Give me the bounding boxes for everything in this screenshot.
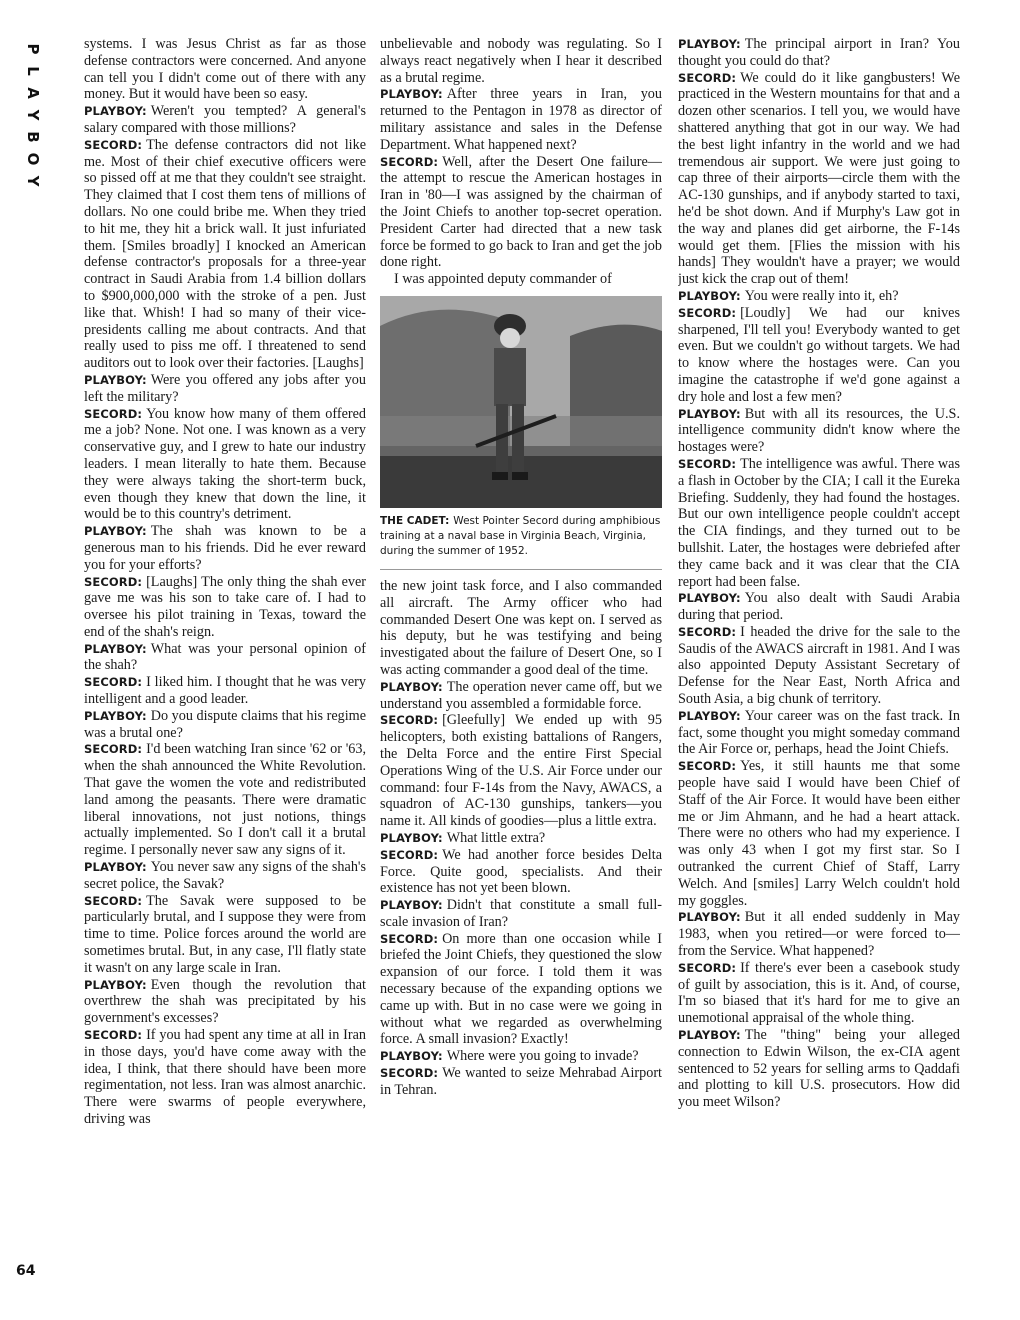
paragraph-text: Yes, it still haunts me that some people have said I would have been Chief of Staff of the Air Force. It would have been either me or Jim Ahmann, and he had a heart attack. There were no others who had my experience. I was only 43 when I got my first star. So I outranked the current Chief of Staff, Larry Welch. And [smiles] Larry Welch couldn't hold my goggles. [678, 758, 960, 909]
caption-label: THE CADET: [380, 514, 450, 527]
paragraph [84, 523, 366, 573]
speaker-playboy: PLAYBOY: [380, 1049, 443, 1064]
paragraph [84, 708, 366, 742]
speaker-secord: SECORD: [84, 574, 143, 589]
paragraph-text: [Laughs] The only thing the shah ever gave me was his son to take care of. I had to oversee his pilot training in Texas, toward the end of the shah's reign. [84, 573, 366, 640]
speaker-secord: SECORD: [84, 137, 143, 152]
paragraph-text: I headed the drive for the sale to the Saudis of the AWACS aircraft in 1981. And I was also appointed Deputy Assistant Secretary of Defense for the Near East, North Africa and South Asia, a big chunk of territory. [678, 623, 960, 708]
paragraph [380, 830, 662, 847]
paragraph [380, 86, 662, 153]
paragraph-text: You also dealt with Saudi Arabia during that period. [678, 590, 960, 624]
paragraph [678, 758, 960, 909]
paragraph-text: Weren't you tempted? A general's salary compared with those millions? [84, 103, 366, 136]
magazine-letter: L [24, 66, 42, 76]
paragraph [84, 36, 366, 103]
paragraph-text: [Gleefully] We ended up with 95 helicopters, both existing battalions of Rangers, the Delta Force and the entire First Special Operations Wing of the U.S. Air Force under our command: four F-14s from the Navy, AWACS, a squadron of AC-130 gunships, tankers—you name it. All kinds of goodies—plus a little extra. [380, 712, 662, 830]
paragraph [380, 271, 662, 288]
text-column-3 [678, 36, 960, 1296]
paragraph [380, 847, 662, 897]
speaker-secord: SECORD: [678, 960, 737, 975]
paragraph [84, 372, 366, 406]
paragraph-text: the new joint task force, and I also commanded all aircraft. The Army officer who had commanded Desert One was kept on. I served as his deputy, but he was testifying and being investigated about the failure of Desert One, so I was acting commander a good deal of the time. [380, 577, 662, 678]
speaker-secord: SECORD: [380, 1066, 439, 1081]
paragraph-text: We could do it like gangbusters! We practiced in the Western mountains for that and a dozen other scenarios. I tell you, we would have shattered anything that got in our way. We had the best light infantry in the world and we had tremendous air support. We were just going to cap three of their airports—circle them with the AC-130 gunships, and if anybody started to taxi, he'd be shot down. And if Murphy's Law got in the way and planes did get airborne, the F-14s would get them. [Flies the mission with his hands] They wouldn't have a prayer; we would just kick the crap out of them! [678, 69, 960, 288]
paragraph [84, 406, 366, 524]
column-2-bottom-text [380, 578, 662, 1099]
speaker-secord: SECORD: [678, 456, 737, 471]
paragraph [84, 893, 366, 977]
paragraph [84, 137, 366, 372]
paragraph [380, 712, 662, 830]
paragraph-text: Well, after the Desert One failure—the attempt to rescue the American hostages in Iran in '80—I was assigned by the chairman of the Joint Chiefs to another top-secret operation. President Carter had directed that a new task force be formed to go back to Iran and get the job done right. [380, 153, 662, 271]
paragraph [678, 960, 960, 1027]
speaker-secord: SECORD: [380, 154, 439, 169]
speaker-secord: SECORD: [84, 675, 143, 690]
paragraph-text: You never saw any signs of the shah's secret police, the Savak? [84, 859, 366, 892]
speaker-playboy: PLAYBOY: [678, 406, 741, 421]
speaker-secord: SECORD: [380, 931, 439, 946]
paragraph-text: Were you offered any jobs after you left the military? [84, 371, 366, 405]
speaker-playboy: PLAYBOY: [678, 1028, 741, 1043]
paragraph [84, 641, 366, 675]
paragraph-text: The principal airport in Iran? You thought you could do that? [678, 36, 960, 69]
speaker-playboy: PLAYBOY: [84, 524, 147, 539]
speaker-secord: SECORD: [84, 406, 143, 421]
speaker-playboy: PLAYBOY: [380, 679, 443, 694]
magazine-letter: B [24, 131, 42, 143]
speaker-playboy: PLAYBOY: [380, 87, 443, 102]
speaker-playboy: PLAYBOY: [84, 641, 147, 656]
text-column-2 [380, 36, 662, 1296]
paragraph-text: Didn't that constitute a small full-scale invasion of Iran? [380, 897, 662, 930]
divider [380, 569, 662, 570]
paragraph-text: If you had spent any time at all in Iran in those days, you'd have come away with the idea, I think, that there should have been more regimentation, not less. Iran was almost anarchic. There were swarms of people everywhere, driving was [84, 1027, 366, 1127]
paragraph-text: The "thing" being your alleged connection to Edwin Wilson, the ex-CIA agent sentenced to 52 years for selling arms to Qaddafi and plotting to kill U.S. prosecutors. How did you meet Wilson? [678, 1027, 960, 1111]
paragraph [678, 288, 960, 305]
paragraph [380, 931, 662, 1049]
paragraph-text: We wanted to seize Mehrabad Airport in Tehran. [380, 1065, 662, 1098]
paragraph [380, 679, 662, 713]
paragraph [380, 154, 662, 272]
magazine-letter: A [24, 87, 42, 99]
speaker-secord: SECORD: [678, 70, 737, 85]
paragraph-text: The intelligence was awful. There was a flash in October by the CIA; I call it the Eureka Briefing. Suddenly, they had found the hostages. But our own intelligence people couldn't accept the CIA findings, and they turned out to be bullshit. Later, the hostages were debriefed after they came back and it was clear that the CIA report had been false. [678, 455, 960, 590]
paragraph-text: I was appointed deputy commander of [394, 271, 612, 288]
speaker-playboy: PLAYBOY: [678, 37, 741, 51]
magazine-letter: P [24, 43, 42, 55]
speaker-playboy: PLAYBOY: [678, 708, 741, 723]
magazine-letter: O [24, 152, 42, 166]
speaker-playboy: PLAYBOY: [84, 372, 147, 387]
paragraph [380, 897, 662, 931]
magazine-name-vertical [20, 38, 46, 192]
paragraph [678, 406, 960, 456]
speaker-playboy: PLAYBOY: [380, 830, 443, 845]
paragraph-text: The defense contractors did not like me. Most of their chief executive officers were so pissed off at me that they couldn't see straight. They claimed that I cost them tens of millions of dollars. No one could bribe me. When they tried to hit me, they hit a brick wall. It just infuriated them. [Smiles broadly] I knocked an American defense contractor's proposals for a three-year contract in Saudi Arabia from 1.4 billion dollars to $900,000,000 with the stroke of a pen. Just like that. Whish! I had so many of their vice-presidents calling me about contracts. And that really used to piss me off. I threatened to send auditors out to look over their factories. [Laughs] [84, 136, 366, 372]
paragraph-text: The operation never came off, but we understand you assembled a formidable force. [380, 678, 662, 712]
speaker-playboy: PLAYBOY: [678, 591, 741, 606]
paragraph-text: We had another force besides Delta Force. Quite good, specialists. And their existence has not yet been blown. [380, 846, 662, 897]
speaker-secord: SECORD: [84, 893, 143, 908]
paragraph [84, 977, 366, 1027]
paragraph [84, 674, 366, 708]
speaker-playboy: PLAYBOY: [84, 104, 147, 119]
column-2-top-text [380, 36, 662, 288]
speaker-playboy: PLAYBOY: [84, 708, 147, 723]
caption-text: West Pointer Secord during amphibious training at a naval base in Virginia Beach, Virginia, during the summer of 1952. [380, 514, 661, 557]
magazine-letter: Y [24, 175, 42, 187]
paragraph-text: Do you dispute claims that his regime was a brutal one? [84, 707, 366, 741]
speaker-playboy: PLAYBOY: [678, 288, 741, 303]
paragraph [84, 103, 366, 137]
paragraph-text: What was your personal opinion of the shah? [84, 640, 366, 674]
paragraph [678, 909, 960, 959]
paragraph [678, 456, 960, 590]
paragraph [678, 708, 960, 758]
speaker-secord: SECORD: [678, 305, 737, 320]
paragraph-text: [Loudly] We had our knives sharpened, I'll tell you! Everybody wanted to get even. But we couldn't go without targets. We had to know where the hostages were. Can you imagine the catastrophe if we'd gone against a dry hole and lost a few men? [678, 304, 960, 405]
paragraph-text: What little extra? [446, 829, 546, 846]
speaker-secord: SECORD: [380, 847, 439, 862]
paragraph-text: unbelievable and nobody was regulating. So I always react negatively when I hear it described as a brutal regime. [380, 36, 662, 86]
paragraph [678, 624, 960, 708]
paragraph-text: But with all its resources, the U.S. intelligence community didn't know where the hostages were? [678, 405, 960, 456]
magazine-letter: Y [24, 109, 42, 121]
paragraph [380, 1065, 662, 1099]
paragraph-text: The shah was known to be a generous man to his friends. Did he ever reward you for your efforts? [84, 523, 366, 573]
photo-caption [380, 514, 662, 559]
paragraph [678, 590, 960, 624]
cadet-photo-illustration [380, 296, 662, 508]
paragraph [380, 578, 662, 679]
speaker-secord: SECORD: [84, 1028, 143, 1043]
paragraph-text: The Savak were supposed to be particularly brutal, and I suppose they were from time to time. Police forces around the world are sometimes brutal. But, in any case, I'll flatly state it wasn't on any large scale in Iran. [84, 892, 366, 976]
speaker-secord: SECORD: [678, 759, 737, 774]
paragraph-text: After three years in Iran, you returned to the Pentagon in 1978 as director of military assistance and sales in the Defense Department. What happened next? [380, 86, 662, 153]
speaker-playboy: PLAYBOY: [84, 977, 147, 992]
paragraph-text: If there's ever been a casebook study of guilt by association, this is it. And, of course, I'm so biased that it's hard for me to give an unemotional appraisal of the whole thing. [678, 959, 960, 1027]
text-column-1 [84, 36, 366, 1296]
paragraph [84, 859, 366, 893]
paragraph-text: I liked him. I thought that he was very intelligent and a good leader. [84, 674, 366, 708]
paragraph [678, 1027, 960, 1111]
speaker-playboy: PLAYBOY: [678, 910, 741, 925]
paragraph [84, 741, 366, 859]
paragraph-text: I'd been watching Iran since '62 or '63, when the shah announced the White Revolution. That gave the women the vote and redistributed land among the peasants. There were dramatic liberal innovations, not just notions, things actually implemented. So I don't call it a brutal regime. I personally never saw any signs of it. [84, 741, 366, 859]
paragraph-text: Your career was on the fast track. In fact, some thought you might someday command the Air Force or, perhaps, head the Joint Chiefs. [678, 707, 960, 758]
paragraph [380, 36, 662, 86]
photo-cadet [380, 296, 662, 508]
paragraph-text: You were really into it, eh? [744, 287, 899, 304]
page-number: 64 [16, 1263, 36, 1279]
paragraph-text: But it all ended suddenly in May 1983, when you retired—or were forced to—from the Service. What happened? [678, 909, 960, 960]
speaker-secord: SECORD: [84, 742, 143, 757]
paragraph [84, 574, 366, 641]
paragraph-text: systems. I was Jesus Christ as far as those defense contractors were concerned. And anyone can tell you I didn't come out of there with any money. But it would have been so easy. [84, 36, 366, 103]
paragraph [84, 1027, 366, 1128]
speaker-playboy: PLAYBOY: [84, 860, 147, 875]
paragraph [678, 70, 960, 288]
speaker-playboy: PLAYBOY: [380, 898, 443, 913]
paragraph-text: Where were you going to invade? [446, 1048, 639, 1065]
paragraph-text: Even though the revolution that overthrew the shah was precipitated by his government's excesses? [84, 976, 366, 1027]
speaker-secord: SECORD: [678, 624, 737, 639]
paragraph [678, 36, 960, 70]
paragraph-text: On more than one occasion while I briefed the Joint Chiefs, they questioned the slow expansion of our force. I told them it was necessary because of the expanding options we came up with. But in no case were we going in without what we regarded as overwhelming force. A small invasion? Exactly! [380, 930, 662, 1048]
paragraph [678, 305, 960, 406]
speaker-secord: SECORD: [380, 713, 439, 728]
paragraph [380, 1048, 662, 1065]
paragraph-text: You know how many of them offered me a job? None. Not one. I was known as a very conservative guy, and I grew to hate our industry leaders. I mean literally to hate them. Because they were always taking the short-term buck, even though they knew that down the line, it would be to this country's detriment. [84, 405, 366, 523]
